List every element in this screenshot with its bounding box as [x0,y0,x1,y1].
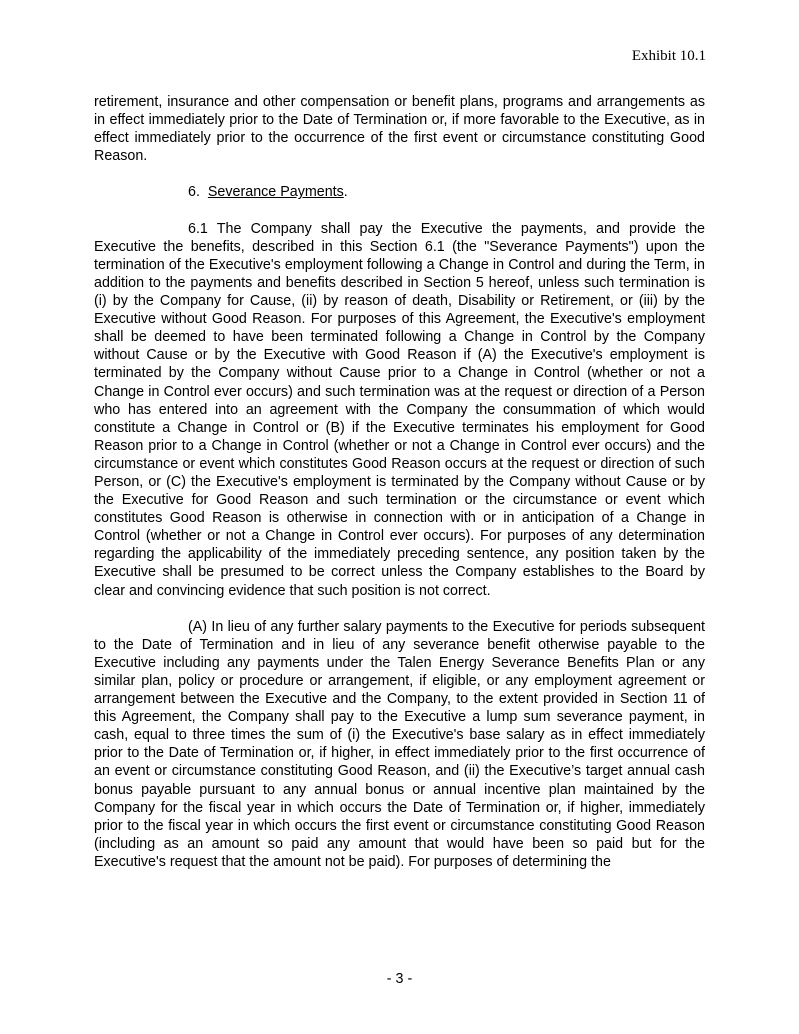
document-body [94,93,705,871]
page-number: - 3 - [386,971,413,987]
intro-paragraph: retirement, insurance and other compensation or benefit plans, programs and arrangements as in effect immediately prior to the Date of Termination or, if more favorable to the Executive, as in effect immediately prior to the occurrence of the first event or circumstance constituting Good Reason. [94,94,705,165]
section-heading [188,183,705,201]
section-6-1-paragraph: 6.1 The Company shall pay the Executive the payments, and provide the Executive the benefits, described in this Section 6.1 (the "Severance Payments") upon the termination of the Executive's employment following a Change in Control and during the Term, in addition to the payments and benefits described in Section 5 hereof, unless such termination is (i) by the Company for Cause, (ii) by reason of death, Disability or Retirement, or (iii) by the Executive without Good Reason. For purposes of this Agreement, the Executive's employment shall be deemed to have been terminated following a Change in Control by the Company without Cause or by the Executive with Good Reason if (A) the Executive's employment is terminated by the Company without Cause prior to a Change in Control (whether or not a Change in Control ever occurs) and such termination was at the request or direction of a Person who has entered into an agreement with the Company the consummation of which would constitute a Change in Control or (B) if the Executive terminates his employment for Good Reason prior to a Change in Control (whether or not a Change in Control ever occurs) and the circumstance or event which constitutes Good Reason occurs at the request or direction of such Person, or (C) the Executive's employment is terminated by the Company without Cause or by the Executive for Good Reason and such termination or the circumstance or event which constitutes Good Reason is otherwise in connection with or in anticipation of a Change in Control (whether or not a Change in Control ever occurs). For purposes of any determination regarding the applicability of the immediately preceding sentence, any position taken by the Executive shall be presumed to be correct unless the Company establishes to the Board by clear and convincing evidence that such position is not correct. [94,220,705,599]
section-6-1-a-paragraph: (A) In lieu of any further salary payments to the Executive for periods subsequent to the Date of Termination and in lieu of any severance benefit otherwise payable to the Executive including any payments under the Talen Energy Severance Benefits Plan or any similar plan, policy or procedure or arrangement, if eligible, or any employment agreement or arrangement between the Executive and the Company, to the extent provided in Section 11 of this Agreement, the Company shall pay to the Executive a lump sum severance payment, in cash, equal to three times the sum of (i) the Executive's base salary as in effect immediately prior to the Date of Termination or, if higher, in effect immediately prior to the first occurrence of an event or circumstance constituting Good Reason, and (ii) the Executive’s target annual cash bonus payable pursuant to any annual bonus or annual incentive plan maintained by the Company for the fiscal year in which occurs the Date of Termination or, if higher, immediately prior to the fiscal year in which occurs the first event or circumstance constituting Good Reason (including as an amount so paid any amount that would have been so paid but for the Executive's request that the amount not be paid). For purposes of determining the [94,618,705,870]
section-title: Severance Payments [207,184,344,201]
section-title-period: . [343,184,348,201]
exhibit-label: Exhibit 10.1 [631,48,706,64]
section-number: 6. [188,184,200,201]
